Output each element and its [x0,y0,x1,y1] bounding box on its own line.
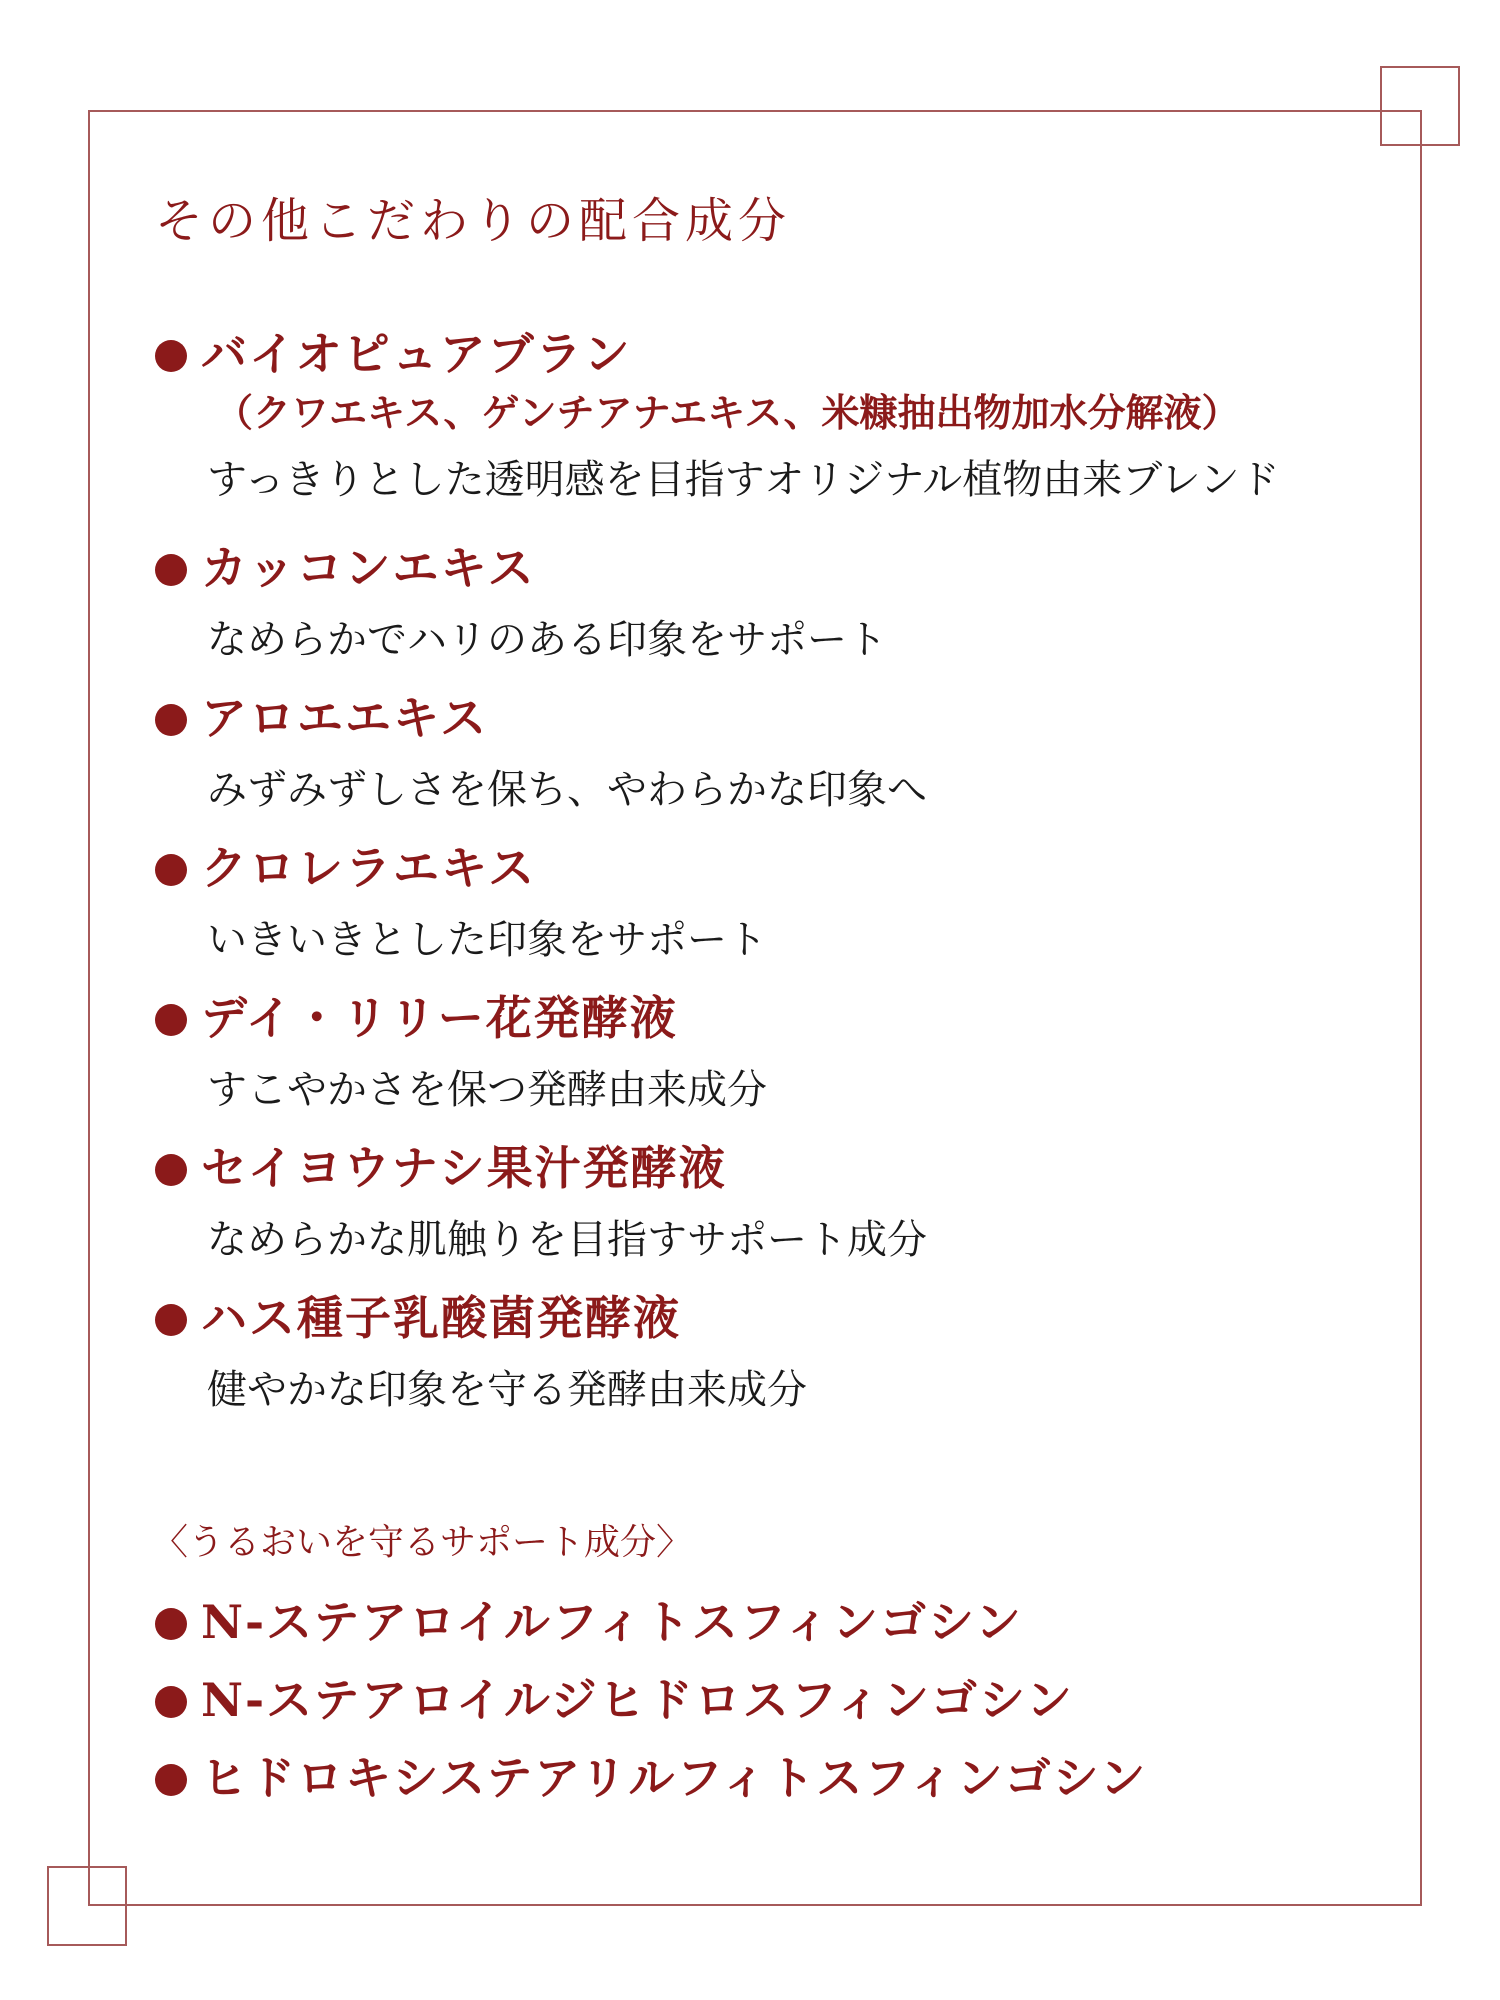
support-item [155,1750,1147,1806]
bullet-icon [155,1608,187,1640]
bullet-icon [155,704,187,736]
ingredient-description: みずみずしさを保ち、やわらかな印象へ [207,767,927,813]
ingredient-name: ハス種子乳酸菌発酵液 [201,1291,681,1345]
bullet-icon [155,340,187,372]
ingredient-description: なめらかな肌触りを目指すサポート成分 [207,1217,927,1263]
ingredient-name: デイ・リリー花発酵液 [201,991,678,1045]
ingredient-name: バイオピュアブラン [201,327,632,381]
bullet-icon [155,1764,187,1796]
ingredient-item [155,1290,807,1416]
ingredient-description: 健やかな印象を守る発酵由来成分 [207,1367,807,1413]
ingredient-item [155,326,1280,506]
ingredient-item [155,990,767,1116]
bullet-icon [155,1004,187,1036]
support-ingredient-name: N-ステアロイルフィトスフィンゴシン [201,1595,1023,1649]
ingredient-description: なめらかでハリのある印象をサポート [207,617,887,663]
ingredient-subtitle: （クワエキス、ゲンチアナエキス、米糠抽出物加水分解液） [215,390,1240,435]
bullet-icon [155,1154,187,1186]
bullet-icon [155,554,187,586]
page-title: その他こだわりの配合成分 [155,193,792,249]
bullet-icon [155,1686,187,1718]
ingredient-item [155,1140,927,1266]
ingredient-description: いきいきとした印象をサポート [207,917,767,963]
ingredient-name: カッコンエキス [201,541,536,595]
support-section-label: 〈うるおいを守るサポート成分〉 [152,1522,693,1563]
bullet-icon [155,1304,187,1336]
support-ingredient-name: ヒドロキシステアリルフィトスフィンゴシン [201,1751,1148,1805]
ingredient-name: アロエエキス [201,691,489,745]
ingredient-item [155,540,887,666]
ingredient-name: クロレラエキス [201,841,537,895]
ingredient-item [155,690,927,816]
ingredient-description: すっきりとした透明感を目指すオリジナル植物由来ブレンド [207,457,1280,503]
support-ingredient-name: N-ステアロイルジヒドロスフィンゴシン [201,1673,1074,1727]
corner-ornament-top-right [1380,66,1460,146]
ingredient-name: セイヨウナシ果汁発酵液 [201,1141,727,1195]
ingredient-item [155,840,767,966]
support-item [155,1594,1023,1650]
bullet-icon [155,854,187,886]
corner-ornament-bottom-left [47,1866,127,1946]
ingredient-description: すこやかさを保つ発酵由来成分 [207,1067,767,1113]
support-item [155,1672,1074,1728]
